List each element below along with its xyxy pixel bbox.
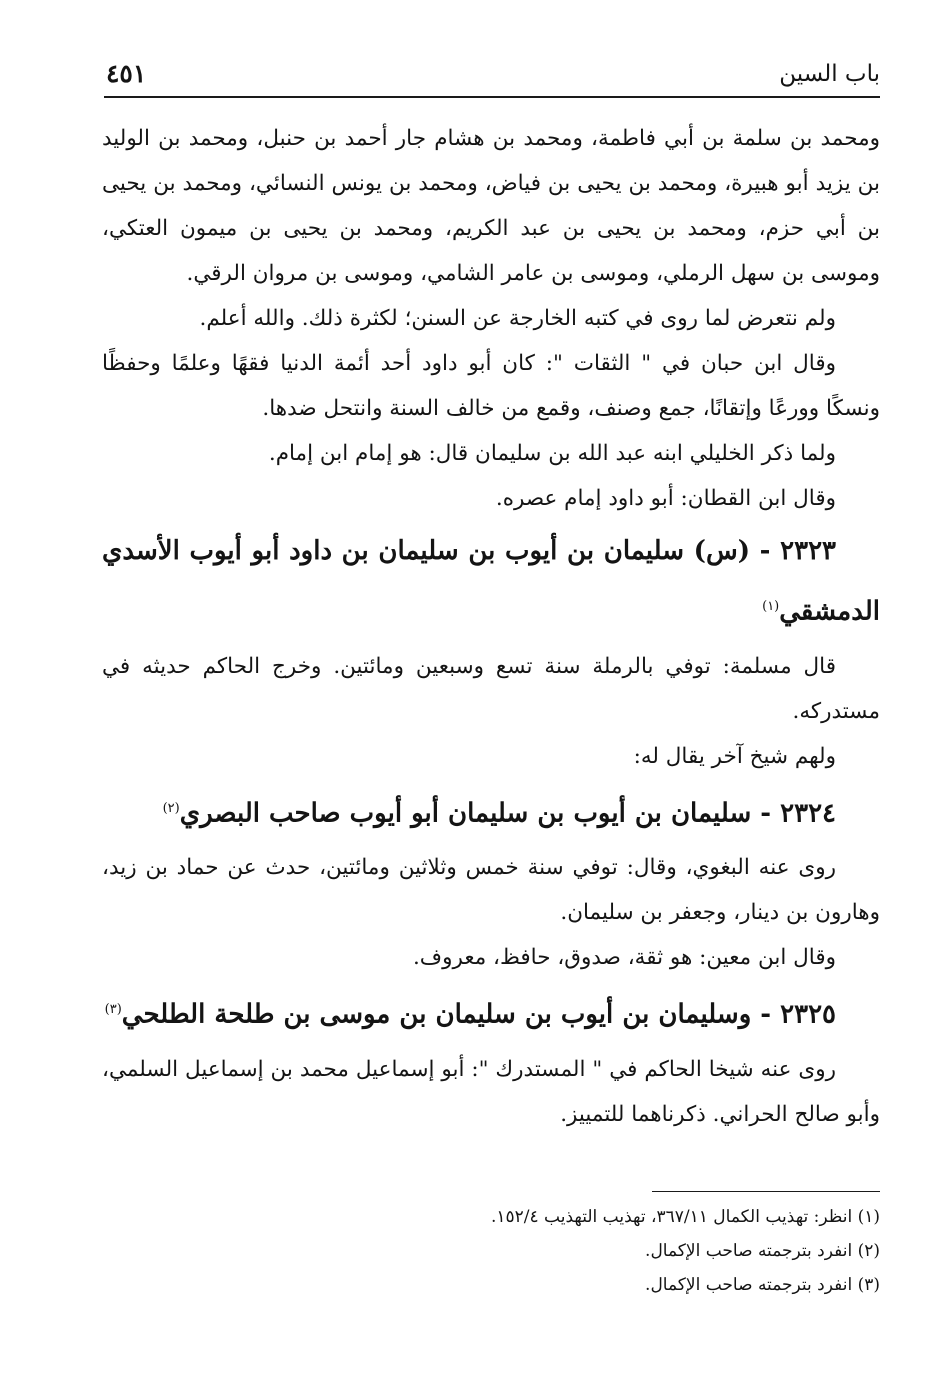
paragraph: وقال ابن حبان في " الثقات ": كان أبو داود أحد أئمة الدنيا فقهًا وعلمًا وحفظًا ونسكًا وورعًا وإتقانًا، جمع وصنف، وقمع من خالف السنة وانتحل ضدها.	[102, 351, 880, 421]
paragraph: روى عنه البغوي، وقال: توفي سنة خمس وثلاثين ومائتين، حدث عن حماد بن زيد، وهارون بن دينار، وجعفر بن سليمان.	[102, 855, 880, 926]
paragraph: روى عنه شيخا الحاكم في " المستدرك ": أبو إسماعيل محمد بن إسماعيل السلمي، وأبو صالح الحراني. ذكرناهما للتمييز.	[102, 1056, 880, 1127]
chapter-title: باب السين	[779, 61, 880, 87]
paragraph: وقال ابن القطان: أبو داود إمام عصره.	[495, 486, 836, 511]
entry-heading-text: ٢٣٢٥ - وسليمان بن أيوب بن سليمان بن موسى بن طلحة الطلحي	[121, 999, 836, 1030]
entry-heading-text: ٢٣٢٤ - سليمان بن أيوب بن سليمان أبو أيوب صاحب البصري	[179, 798, 836, 829]
paragraph: ولما ذكر الخليلي ابنه عبد الله بن سليمان قال: هو إمام ابن إمام.	[268, 441, 836, 466]
running-header	[106, 57, 880, 95]
entry-heading	[102, 523, 880, 640]
paragraph: ولهم شيخ آخر يقال له:	[633, 743, 836, 769]
footnote: (٢) انفرد بترجمته صاحب الإكمال.	[645, 1241, 880, 1261]
paragraph: ومحمد بن سلمة بن أبي فاطمة، ومحمد بن هشام جار أحمد بن حنبل، ومحمد بن الوليد بن يزيد أبو هبيرة، ومحمد بن يحيى بن فياض، ومحمد بن يونس النسائي، ومحمد بن يحيى بن أبي حزم، ومحمد بن يحيى بن عبد الكريم، ومحمد بن يحيى بن ميمون العتكي، وموسى بن سهل الرملي، وموسى بن عامر الشامي، وموسى بن مروان الرقي.	[102, 126, 880, 286]
footnote: (٣) انفرد بترجمته صاحب الإكمال.	[645, 1275, 880, 1295]
entry-heading-text: ٢٣٢٣ - (س) سليمان بن أيوب بن سليمان بن داود أبو أيوب الأسدي الدمشقي	[102, 536, 880, 627]
footnote-ref[interactable]: (١)	[762, 599, 780, 614]
footnote-rule	[652, 1191, 880, 1192]
footnote: (١) انظر: تهذيب الكمال ٣٦٧/١١، تهذيب التهذيب ١٥٢/٤.	[490, 1207, 880, 1227]
paragraph: ولم نتعرض لما روى في كتبه الخارجة عن السنن؛ لكثرة ذلك. والله أعلم.	[199, 306, 836, 331]
header-rule	[104, 96, 880, 98]
footnote-ref[interactable]: (٣)	[104, 1002, 122, 1018]
main-text	[102, 116, 880, 1137]
footnotes	[102, 1200, 880, 1302]
entry-heading	[102, 982, 880, 1043]
page-number: ٤٥١	[106, 59, 147, 88]
footnote-ref[interactable]: (٢)	[162, 800, 180, 816]
entry-heading	[102, 781, 880, 842]
paragraph: وقال ابن معين: هو ثقة، صدوق، حافظ، معروف.	[412, 945, 836, 971]
paragraph: قال مسلمة: توفي بالرملة سنة تسع وسبعين ومائتين. وخرج الحاكم حديثه في مستدركه.	[102, 653, 880, 724]
